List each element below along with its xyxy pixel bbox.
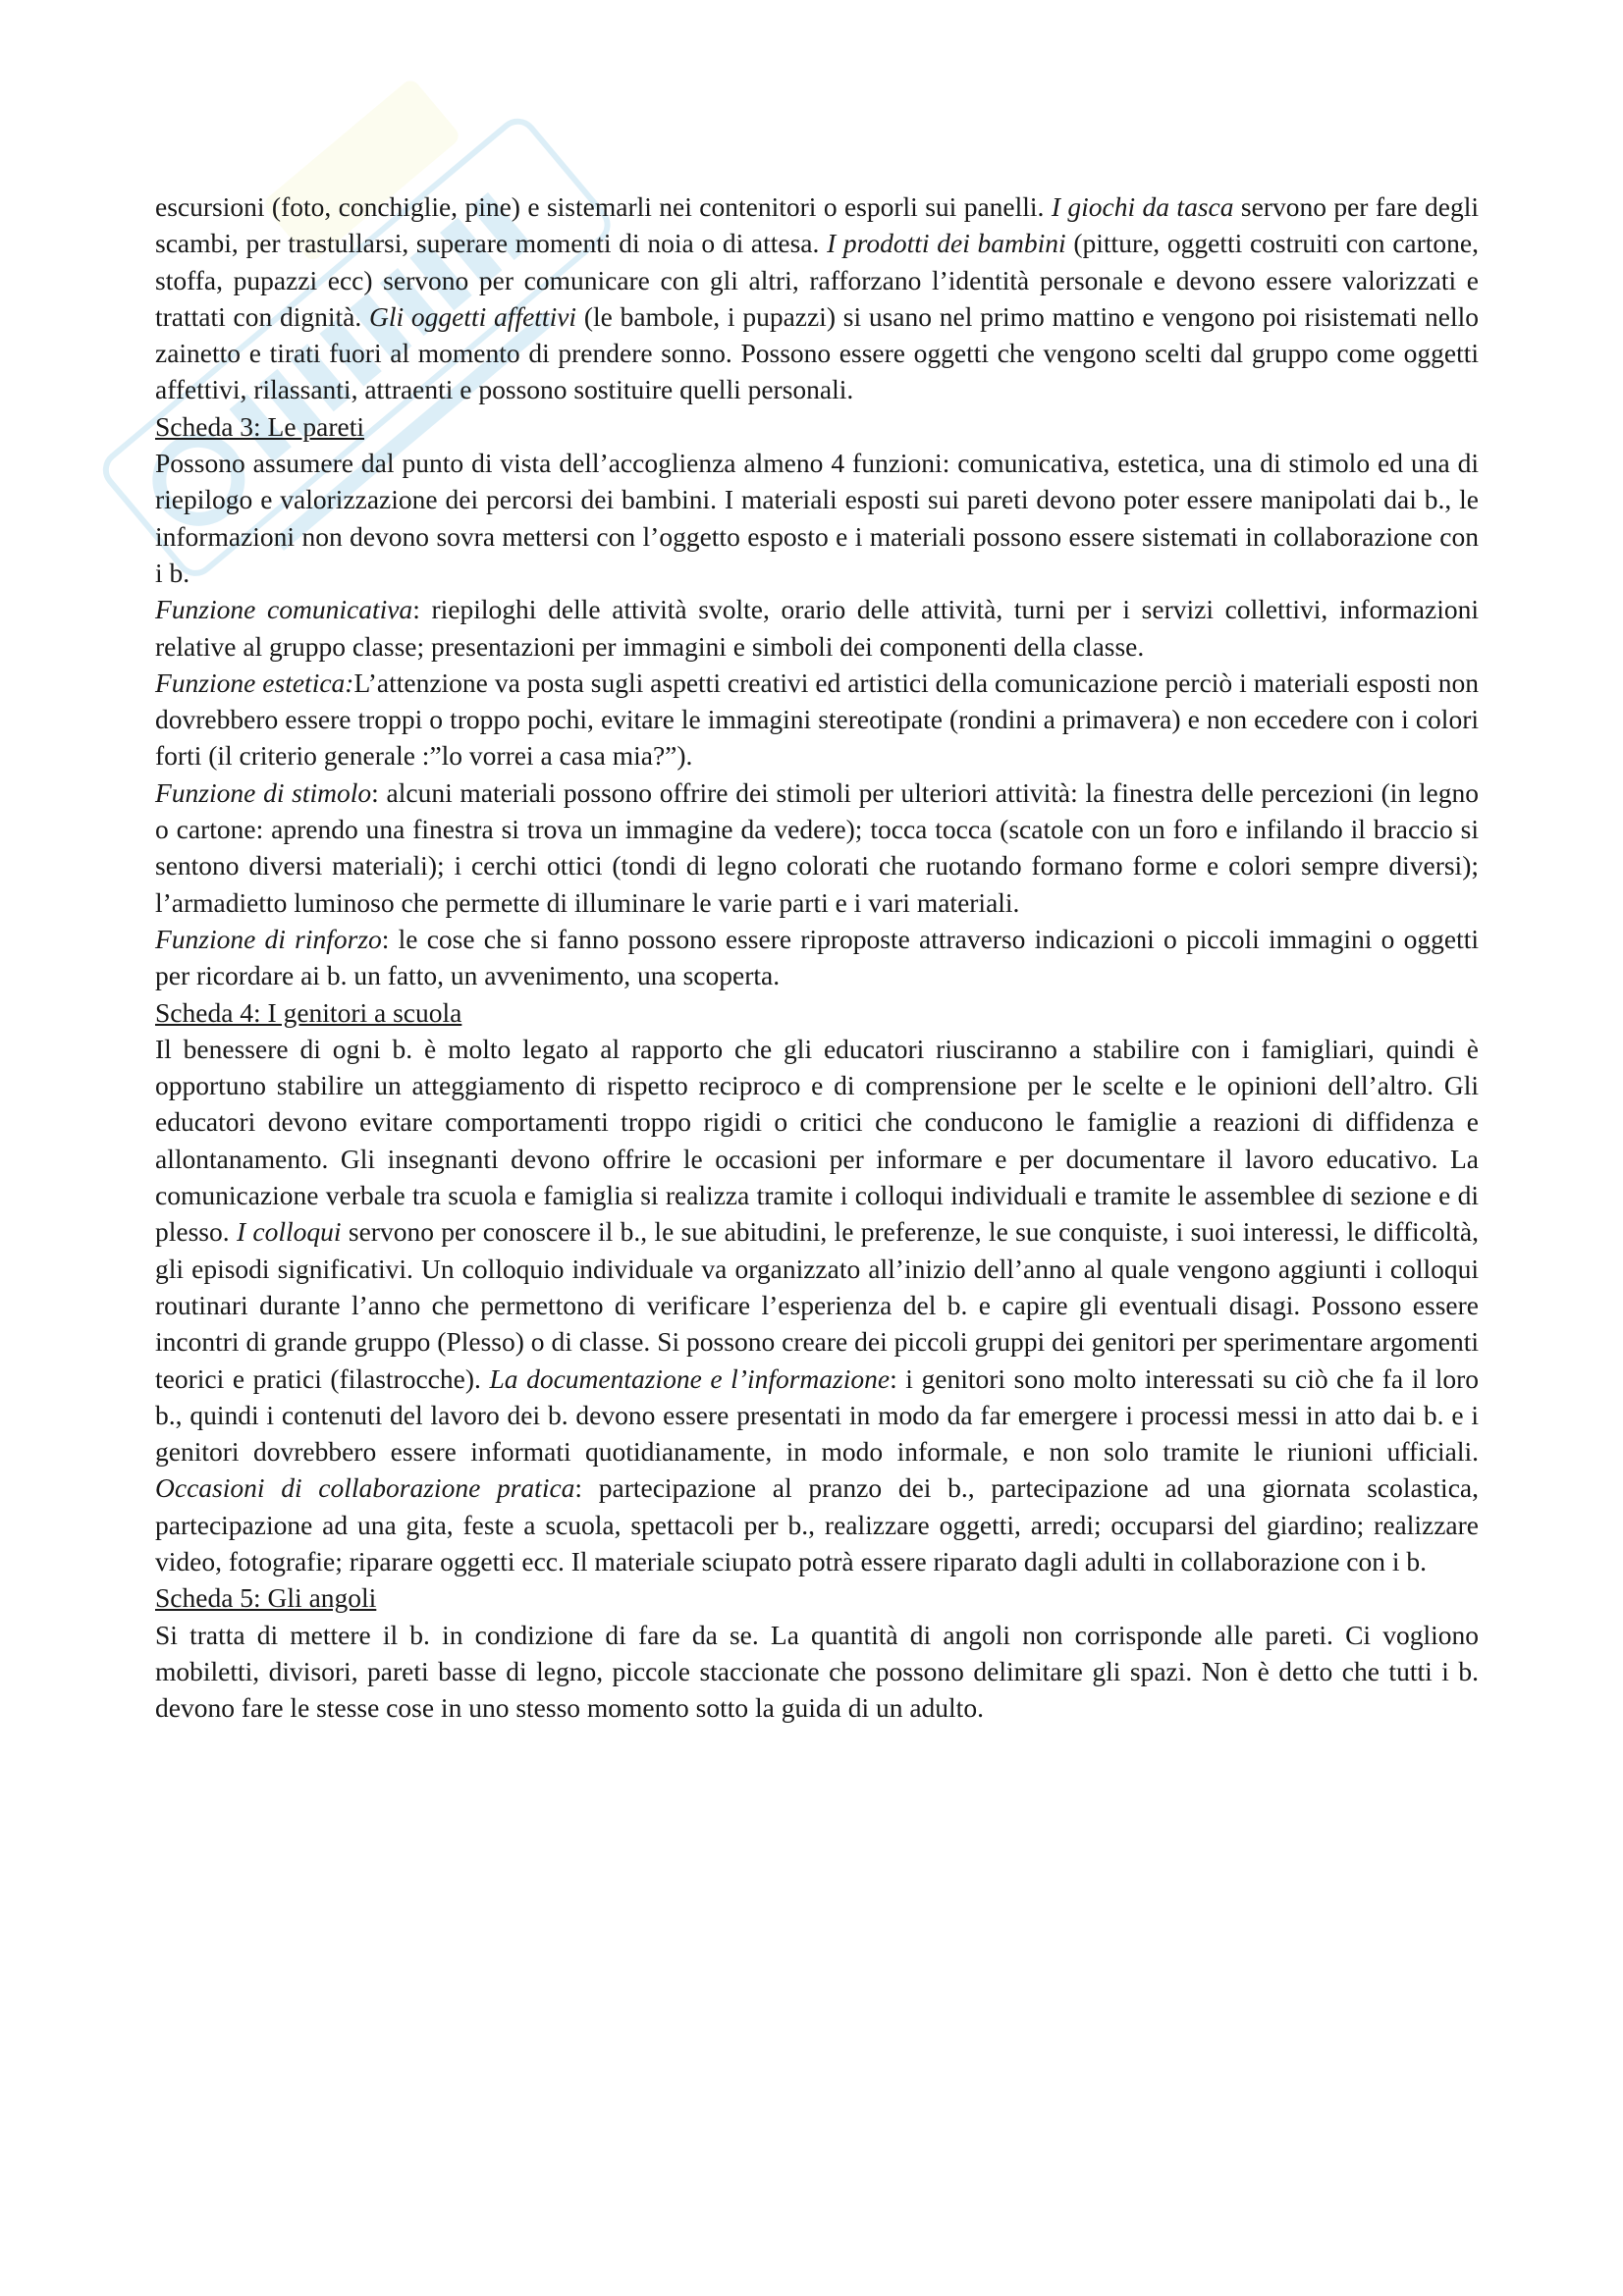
- term-oggetti-affettivi: Gli oggetti affettivi: [369, 300, 577, 332]
- heading-scheda-5: Scheda 5: Gli angoli: [155, 1582, 377, 1614]
- term-collaborazione-pratica: Occasioni di collaborazione pratica: [155, 1472, 575, 1504]
- paragraph-funzione-stimolo: Funzione di stimolo: alcuni materiali possono offrire dei stimoli per ulteriori attività: la finestra delle percezioni (in legno o cartone: aprendo una finestra si trova un immagine da vedere); tocca tocca (scatole con un foro e infilando il braccio si sentono diversi materiali); i cerchi ottici (tondi di legno colorati che ruotando formano forme e colori sempre diversi); l’armadietto luminoso che permette di illuminare le varie parti e i vari materiali.: [155, 776, 1479, 918]
- term-funzione-di-rinforzo: Funzione di rinforzo: [155, 923, 382, 954]
- paragraph-genitori: Il benessere di ogni b. è molto legato al rapporto che gli educatori riusciranno a stabilire con i famigliari, quindi è opportuno stabilire un atteggiamento di rispetto reciproco e di comprensione per le scelte e le opinioni dell’altro. Gli educatori devono evitare comportamenti troppo rigidi o critici che conducono le famiglie a reazioni di diffidenza e allontanamento. Gli insegnanti devono offrire le occasioni per informare e per documentare il lavoro educativo. La comunicazione verbale tra scuola e famiglia si realizza tramite i colloqui individuali e tramite le assemblee di sezione e di plesso. I colloqui servono per conoscere il b., le sue abitudini, le preferenze, le sue conquiste, i suoi interessi, le difficoltà, gli episodi significativi. Un colloquio individuale va organizzato all’inizio dell’anno al quale vengono aggiunti i colloqui routinari durante l’anno che permettono di verificare l’esperienza del b. e capire gli eventuali disagi. Possono essere incontri di grande gruppo (Plesso) o di classe. Si possono creare dei piccoli gruppi dei genitori per sperimentare argomenti teorici e pratici (filastrocche). La documentazione e l’informazione: i genitori sono molto interessati su ciò che fa il loro b., quindi i contenuti del lavoro dei b. devono essere presentati in modo da far emergere i processi messi in atto dai b. e i genitori dovrebbero essere informati quotidianamente, in modo informale, e non solo tramite le riunioni ufficiali. Occasioni di collaborazione pratica: partecipazione al pranzo dei b., partecipazione ad una giornata scolastica, partecipazione ad una gita, feste a scuola, spettacoli per b., realizzare oggetti, arredi; occuparsi del giardino; realizzare video, fotografie; riparare oggetti ecc. Il materiale sciupato potrà essere riparato dagli adulti in collaborazione con i b.: [155, 1033, 1479, 1576]
- paragraph-funzione-comunicativa: Funzione comunicativa: riepiloghi delle attività svolte, orario delle attività, turni per i servizi collettivi, informazioni relative al gruppo classe; presentazioni per immagini e simboli dei componenti della classe.: [155, 594, 1479, 662]
- heading-scheda-4: Scheda 4: I genitori a scuola: [155, 996, 462, 1028]
- term-documentazione: La documentazione e l’informazione: [489, 1362, 891, 1394]
- heading-scheda-3: Scheda 3: Le pareti: [155, 410, 365, 442]
- paragraph-funzione-estetica: Funzione estetica:L’attenzione va posta sugli aspetti creativi ed artistici della comunicazione perciò i materiali esposti non dovrebbero essere troppi o troppo pochi, evitare le immagini stereotipate (rondini a primavera) e non eccedere con i colori forti (il criterio generale :”lo vorrei a casa mia?”).: [155, 667, 1479, 772]
- term-funzione-comunicativa: Funzione comunicativa: [155, 594, 413, 625]
- term-funzione-estetica: Funzione estetica:: [155, 667, 354, 698]
- paragraph-funzione-rinforzo: Funzione di rinforzo: le cose che si fanno possono essere riproposte attraverso indicazioni o piccoli immagini o oggetti per ricordare ai b. un fatto, un avvenimento, una scoperta.: [155, 923, 1479, 991]
- term-colloqui: I colloqui: [236, 1216, 342, 1248]
- term-giochi-da-tasca: I giochi da tasca: [1051, 191, 1234, 222]
- paragraph-oggetti: escursioni (foto, conchiglie, pine) e sistemarli nei contenitori o esporli sui panelli. I giochi da tasca servono per fare degli scambi, per trastullarsi, superare momenti di noia o di attesa. I prodotti dei bambini (pitture, oggetti costruiti con cartone, stoffa, pupazzi ecc) servono per comunicare con gli altri, rafforzano l’identità personale e devono essere valorizzati e trattati con dignità. Gli oggetti affettivi (le bambole, i pupazzi) si usano nel primo mattino e vengono poi risistemati nello zainetto e tirati fuori al momento di prendere sonno. Possono essere oggetti che vengono scelti dal gruppo come oggetti affettivi, rilassanti, attraenti e possono sostituire quelli personali.: [155, 191, 1479, 405]
- paragraph-pareti: Possono assumere dal punto di vista dell’accoglienza almeno 4 funzioni: comunicativa, estetica, una di stimolo ed una di riepilogo e valorizzazione dei percorsi dei bambini. I materiali esposti sui pareti devono poter essere manipolati dai b., le informazioni non devono sovra mettersi con l’oggetto esposto e i materiali possono essere sistemati in collaborazione con i b.: [155, 448, 1479, 588]
- document-body: [155, 188, 1479, 1726]
- term-prodotti-dei-bambini: I prodotti dei bambini: [827, 228, 1066, 259]
- term-funzione-di-stimolo: Funzione di stimolo: [155, 776, 372, 808]
- paragraph-angoli: Si tratta di mettere il b. in condizione di fare da se. La quantità di angoli non corrisponde alle pareti. Ci vogliono mobiletti, divisori, pareti basse di legno, piccole staccionate che possono delimitare gli spazi. Non è detto che tutti i b. devono fare le stesse cose in uno stesso momento sotto la guida di un adulto.: [155, 1619, 1479, 1724]
